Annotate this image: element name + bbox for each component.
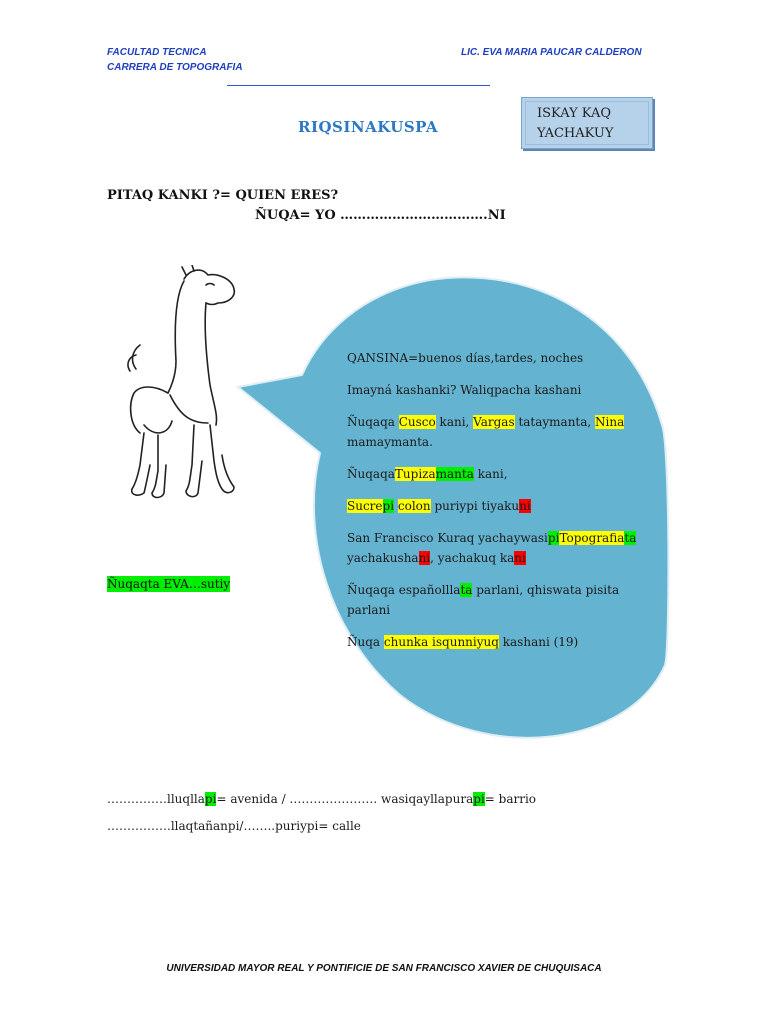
highlight-pi-2: pi (547, 531, 560, 545)
highlight-ni-3: ni (514, 551, 526, 565)
page-title: RIQSINAKUSPA (298, 118, 438, 136)
highlight-ni-2: ni (418, 551, 431, 565)
greeting-line: QANSINA=buenos días,tardes, noches (347, 351, 584, 365)
header-career: CARRERA DE TOPOGRAFIA (107, 62, 243, 73)
highlight-manta: manta (435, 467, 474, 481)
highlight-colon: colon (397, 499, 431, 513)
lesson-box-line1: ISKAY KAQ (537, 106, 612, 121)
highlight-vargas: Vargas (473, 415, 515, 429)
question-line2: ÑUQA= YO …………………………….NI (255, 208, 506, 223)
highlight-ta: ta (624, 531, 637, 545)
name-line: Ñuqaqta EVA…sutiy (107, 577, 231, 591)
vocab-line-2: …………….llaqtañanpi/……..puriypi= calle (107, 819, 361, 833)
how-are-you-line: Imayná kashanki? Waliqpacha kashani (347, 383, 582, 397)
footer: UNIVERSIDAD MAYOR REAL Y PONTIFICIE DE SAN FRANCISCO XAVIER DE CHUQUISACA (166, 963, 602, 974)
lesson-box-line2: YACHAKUY (537, 126, 614, 141)
highlight-ta-2: ta (460, 583, 473, 597)
llama-icon (110, 265, 245, 515)
highlight-sucre: Sucre (347, 499, 383, 513)
header-divider (227, 85, 490, 86)
age-line: Ñuqa chunka isqunniyuq kashani (19) (347, 635, 579, 649)
vocab-line-1: ……………lluqllapi= avenida / …………………. wasiqayllapurapi= barrio (107, 792, 537, 806)
residence-line: Sucrepi colon puriypi tiyakuni (347, 499, 531, 513)
lesson-box (521, 97, 653, 149)
highlight-pi: pi (382, 499, 395, 513)
language-line: Ñuqaqa españolllata parlani, qhiswata pisita parlani (347, 583, 620, 617)
highlight-chunka: chunka isqunniyuq (383, 635, 499, 649)
tupiza-line: ÑuqaqaTupizamanta kani, (347, 467, 508, 481)
highlight-topografia: Topografia (559, 531, 625, 545)
bubble-text (347, 348, 647, 664)
lesson-box-frame (525, 101, 649, 145)
highlight-pi-4: pi (473, 792, 485, 806)
highlight-nina: Nina (595, 415, 625, 429)
highlight-pi-3: pi (204, 792, 217, 806)
header-author: LIC. EVA MARIA PAUCAR CALDERON (461, 47, 642, 58)
origin-line: Ñuqaqa Cusco kani, Vargas tataymanta, Nina mamaymanta. (347, 415, 625, 449)
highlight-tupiza: Tupiza (394, 467, 436, 481)
highlight-ni: ni (519, 499, 531, 513)
study-line: San Francisco Kuraq yachaywasipiTopografiata yachakushani, yachakuq kani (347, 531, 637, 565)
highlight-cusco: Cusco (398, 415, 436, 429)
question-line1: PITAQ KANKI ?= QUIEN ERES? (107, 188, 339, 203)
header-faculty: FACULTAD TECNICA (107, 47, 207, 58)
